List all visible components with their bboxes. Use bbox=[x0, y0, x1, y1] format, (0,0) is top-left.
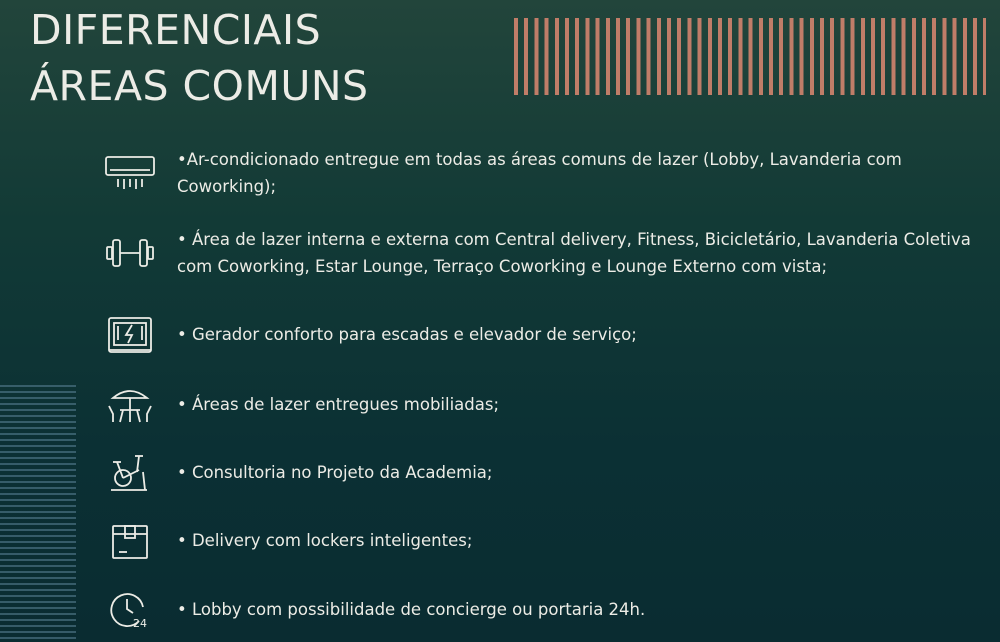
svg-text:24: 24 bbox=[133, 617, 147, 630]
package-box-icon bbox=[103, 516, 161, 564]
feature-item-generator bbox=[103, 310, 993, 358]
feature-text: •Ar-condicionado entregue em todas as áreas comuns de lazer (Lobby, Lavanderia com Coworking); bbox=[177, 150, 902, 196]
title-line-2: ÁREAS COMUNS bbox=[30, 62, 369, 110]
dumbbell-icon bbox=[103, 229, 161, 277]
feature-item-lobby bbox=[103, 585, 993, 633]
feature-text: • Área de lazer interna e externa com Central delivery, Fitness, Bicicletário, Lavanderia Coletiva com Coworking, Estar Lounge, Terraço Coworking e Lounge Externo com vista; bbox=[177, 230, 971, 276]
feature-item-delivery bbox=[103, 516, 993, 564]
feature-item-leisure-areas bbox=[103, 226, 993, 280]
clock-24h-icon bbox=[103, 585, 161, 633]
feature-text: • Lobby com possibilidade de concierge ou portaria 24h. bbox=[177, 599, 646, 619]
feature-item-furnished bbox=[103, 380, 993, 428]
feature-text: • Delivery com lockers inteligentes; bbox=[177, 530, 473, 550]
air-conditioner-icon bbox=[103, 149, 161, 197]
title-line-1: DIFERENCIAIS bbox=[30, 6, 322, 54]
patio-umbrella-table-icon bbox=[103, 380, 161, 428]
feature-item-air-conditioning bbox=[103, 146, 993, 200]
exercise-bike-icon bbox=[103, 448, 161, 496]
feature-text: • Gerador conforto para escadas e elevador de serviço; bbox=[177, 324, 637, 344]
feature-text: • Áreas de lazer entregues mobiliadas; bbox=[177, 394, 500, 414]
generator-icon bbox=[103, 310, 161, 358]
feature-item-gym-consulting bbox=[103, 448, 993, 496]
feature-text: • Consultoria no Projeto da Academia; bbox=[177, 462, 493, 482]
